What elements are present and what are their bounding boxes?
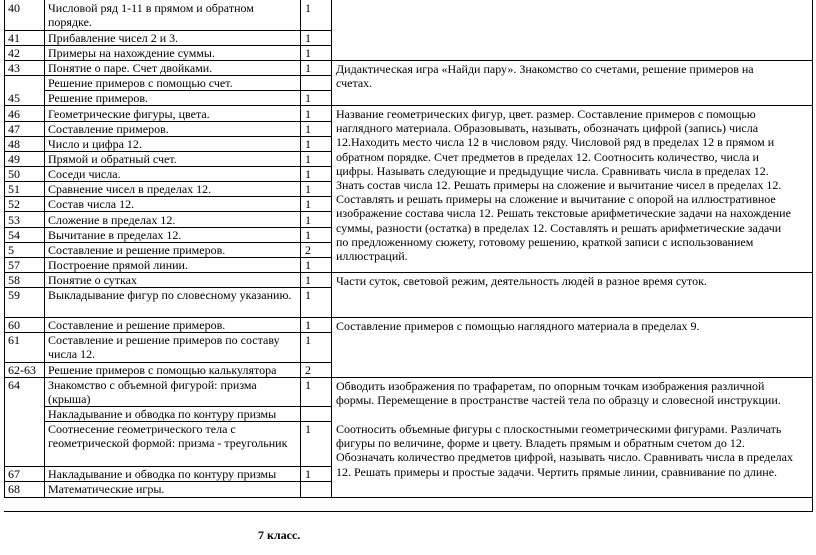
row-topic: Построение прямой линии. bbox=[48, 258, 188, 272]
row-topic: Сложение в пределах 12. bbox=[48, 213, 176, 227]
row-topic: Решение примеров с помощью калькулятора bbox=[48, 363, 277, 377]
row-number: 43 bbox=[8, 61, 20, 75]
row-hours: 1 bbox=[305, 137, 311, 151]
row-number: 61 bbox=[8, 333, 20, 347]
row-hours: 1 bbox=[305, 167, 311, 181]
row-topic: Выкладывание фигур по словесному указанию. bbox=[48, 288, 292, 302]
row-number: 53 bbox=[8, 213, 20, 227]
row-hours: 1 bbox=[305, 122, 311, 136]
row-number: 42 bbox=[8, 46, 20, 60]
row-number: 52 bbox=[8, 197, 20, 211]
row-hours: 1 bbox=[305, 288, 311, 302]
row-topic: Понятие о сутках bbox=[48, 273, 137, 287]
row-hours: 2 bbox=[305, 363, 311, 377]
description-cell: Название геометрических фигур, цвет. размер. Составление примеров с помощью наглядного материала. Образовывать, называть, обозначать цифрой (запись) числа 12.Находить место числа 12 в числовом ряду. Числовой ряд в пределах 12 в прямом и обратном порядке. Счет предметов в пределах 12. Соотносить количество, числа и цифры. Называть следующие и предыдущие числа. Сравнивать числа в пределах 12. Знать состав числа 12. Решать примеры на сложение и вычитание чисел в пределах 12. Составлять и решать примеры на сложение и вычитание с опорой на иллюстративное изображение состава числа 12. Решать текстовые арифметические задачи на нахождение суммы, разности (остатка) в пределах 12. Составлять и решать арифметические задачи по предложенному сюжету, готовому решению, краткой записи с использованием иллюстраций. bbox=[336, 107, 791, 264]
description-cell: Дидактическая игра «Найди пару». Знакомство со счетами, решение примеров на счетах. bbox=[336, 62, 754, 91]
row-topic: Прибавление чисел 2 и 3. bbox=[48, 31, 179, 45]
row-number: 46 bbox=[8, 107, 20, 121]
row-hours: 1 bbox=[305, 422, 311, 436]
row-topic: Составление и решение примеров по составу числа 12. bbox=[48, 333, 280, 362]
row-hours: 1 bbox=[305, 258, 311, 272]
row-hours: 1 bbox=[305, 107, 311, 121]
row-topic: Накладывание и обводка по контуру призмы bbox=[48, 407, 277, 421]
row-number: 59 bbox=[8, 288, 20, 302]
row-hours: 1 bbox=[305, 61, 311, 75]
row-topic: Знакомство с объемной фигурой: призма (крыша) bbox=[48, 378, 257, 407]
row-topic: Составление примеров. bbox=[48, 122, 169, 136]
row-topic: Составление и решение примеров. bbox=[48, 318, 226, 332]
row-topic: Соседи числа. bbox=[48, 167, 121, 181]
row-hours: 1 bbox=[305, 1, 311, 15]
row-number: 48 bbox=[8, 137, 20, 151]
row-hours: 1 bbox=[305, 197, 311, 211]
row-topic: Математические игры. bbox=[48, 482, 165, 496]
description-cell: Составление примеров с помощью наглядного материала в пределах 9. bbox=[336, 319, 700, 333]
description-cell: Части суток, световой режим, деятельность людей в разное время суток. bbox=[336, 274, 707, 288]
row-hours: 1 bbox=[305, 273, 311, 287]
row-topic: Геометрические фигуры, цвета. bbox=[48, 107, 210, 121]
row-number: 64 bbox=[8, 378, 20, 392]
row-hours: 1 bbox=[305, 318, 311, 332]
row-number: 58 bbox=[8, 273, 20, 287]
row-topic: Вычитание в пределах 12. bbox=[48, 228, 182, 242]
row-topic: Числовой ряд 1-11 в прямом и обратном порядке. bbox=[48, 1, 254, 30]
row-number: 49 bbox=[8, 152, 20, 166]
row-hours: 2 bbox=[305, 243, 311, 257]
row-number: 51 bbox=[8, 182, 20, 196]
row-number: 47 bbox=[8, 122, 20, 136]
description-cell: Обводить изображения по трафаретам, по опорным точкам изображения различной формы. Перемещение в пространстве частей тела по образцу и словесной инструкции. bbox=[336, 379, 781, 408]
row-number: 57 bbox=[8, 258, 20, 272]
row-hours: 1 bbox=[305, 91, 311, 105]
row-hours: 1 bbox=[305, 213, 311, 227]
row-number: 60 bbox=[8, 318, 20, 332]
row-hours: 1 bbox=[305, 228, 311, 242]
row-hours: 1 bbox=[305, 333, 311, 347]
row-number: 50 bbox=[8, 167, 20, 181]
row-number: 62-63 bbox=[8, 363, 36, 377]
row-topic: Состав числа 12. bbox=[48, 197, 135, 211]
row-topic: Число и цифра 12. bbox=[48, 137, 142, 151]
row-topic: Накладывание и обводка по контуру призмы bbox=[48, 467, 277, 481]
description-cell: Соотносить объемные фигуры с плоскостными геометрическими фигурами. Различать фигуры по величине, форме и цвету. Владеть прямым и обратным счетом до 12. Обозначать количество предметов цифрой, называть число. Сравнивать числа в пределах 12. Решать примеры и простые задачи. Чертить прямые линии, сравнивание по длине. bbox=[336, 422, 793, 479]
row-topic: Соотнесение геометрического тела с геометрической формой: призма - треугольник bbox=[48, 422, 288, 451]
row-number: 40 bbox=[8, 1, 20, 15]
row-hours: 1 bbox=[305, 31, 311, 45]
row-number: 54 bbox=[8, 228, 20, 242]
row-topic: Примеры на нахождение суммы. bbox=[48, 46, 215, 60]
row-hours: 1 bbox=[305, 378, 311, 392]
grade-title: 7 класс. bbox=[258, 528, 301, 542]
row-topic: Решение примеров. bbox=[48, 91, 149, 105]
row-hours: 1 bbox=[305, 182, 311, 196]
row-topic: Составление и решение примеров. bbox=[48, 243, 226, 257]
row-number: 41 bbox=[8, 31, 20, 45]
row-topic: Решение примеров с помощью счет. bbox=[48, 76, 233, 90]
row-number: 68 bbox=[8, 482, 20, 496]
row-topic: Прямой и обратный счет. bbox=[48, 152, 177, 166]
row-topic: Понятие о паре. Счет двойками. bbox=[48, 61, 213, 75]
row-hours: 1 bbox=[305, 46, 311, 60]
row-topic: Сравнение чисел в пределах 12. bbox=[48, 182, 212, 196]
row-number: 45 bbox=[8, 91, 20, 105]
row-hours: 1 bbox=[305, 152, 311, 166]
row-number: 5 bbox=[8, 243, 14, 257]
row-hours: 1 bbox=[305, 467, 311, 481]
row-number: 67 bbox=[8, 467, 20, 481]
